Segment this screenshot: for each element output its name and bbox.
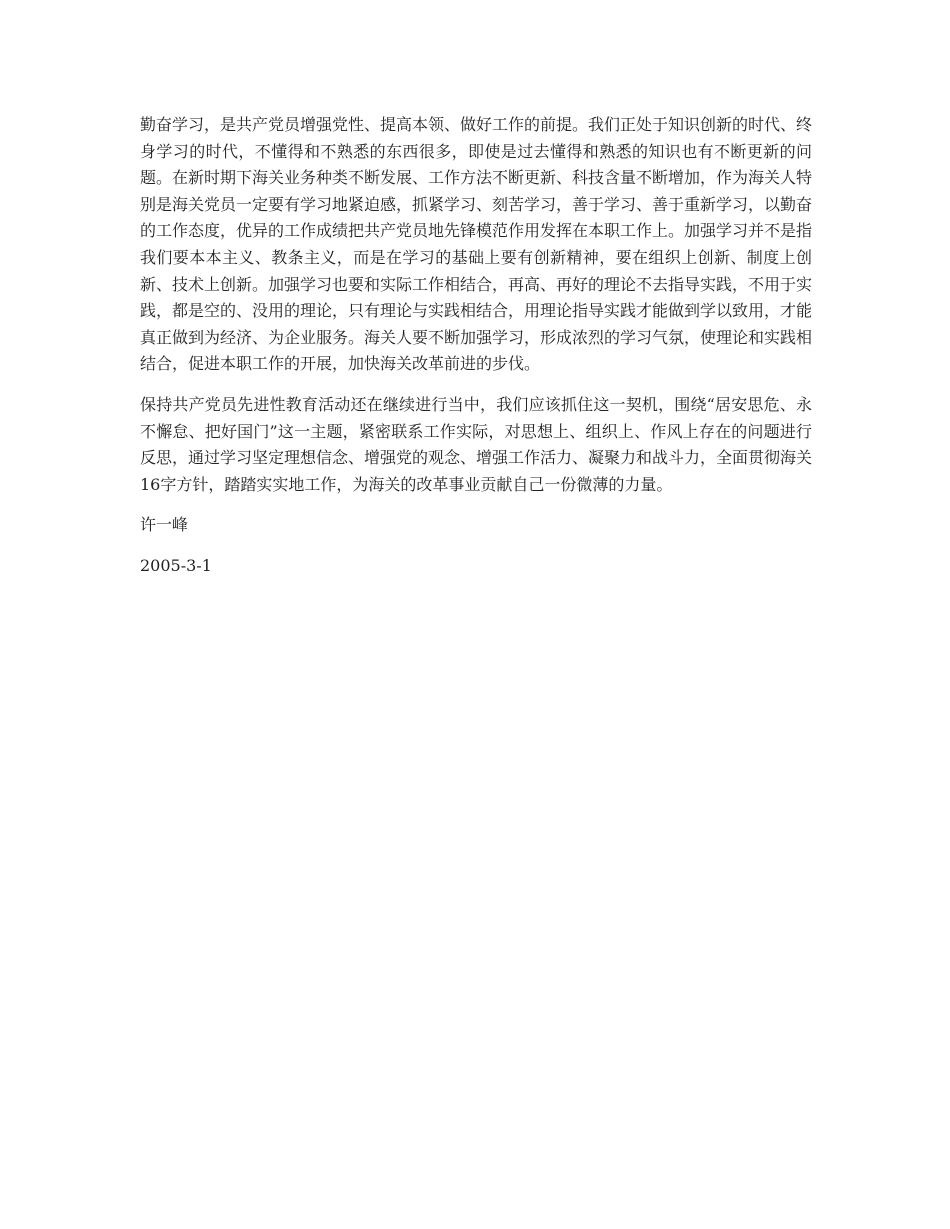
paragraph-advanced-education: 保持共产党员先进性教育活动还在继续进行当中，我们应该抓住这一契机，围绕“居安思危、永不懈怠、把好国门”这一主题，紧密联系工作实际，对思想上、组织上、作风上存在的问题进行反思，通过学习坚定理想信念、增强党的观念、增强工作活力、凝聚力和战斗力，全面贯彻海关16字方针，踏踏实实地工作，为海关的改革事业贡献自己一份微薄的力量。 (140, 394, 813, 494)
author-signature: 许一峰 (140, 515, 189, 535)
paragraph-study: 勤奋学习，是共产党员增强党性、提高本领、做好工作的前提。我们正处于知识创新的时代、终身学习的时代，不懂得和不熟悉的东西很多，即使是过去懂得和熟悉的知识也有不断更新的问题。在新时期下海关业务种类不断发展、工作方法不断更新、科技含量不断增加，作为海关人特别是海关党员一定要有学习地紧迫感，抓紧学习、刻苦学习，善于学习、善于重新学习，以勤奋的工作态度，优异的工作成绩把共产党员地先锋模范作用发挥在本职工作上。加强学习并不是指我们要本本主义、教条主义，而是在学习的基础上要有创新精神，要在组织上创新、制度上创新、技术上创新。加强学习也要和实际工作相结合，再高、再好的理论不去指导实践，不用于实践，都是空的、没用的理论，只有理论与实践相结合，用理论指导实践才能做到学以致用，才能真正做到为经济、为企业服务。海关人要不断加强学习，形成浓烈的学习气氛，使理论和实践相结合，促进本职工作的开展，加快海关改革前进的步伐。 (140, 115, 813, 374)
document-body (140, 112, 812, 580)
document-date: 2005-3-1 (140, 555, 212, 575)
